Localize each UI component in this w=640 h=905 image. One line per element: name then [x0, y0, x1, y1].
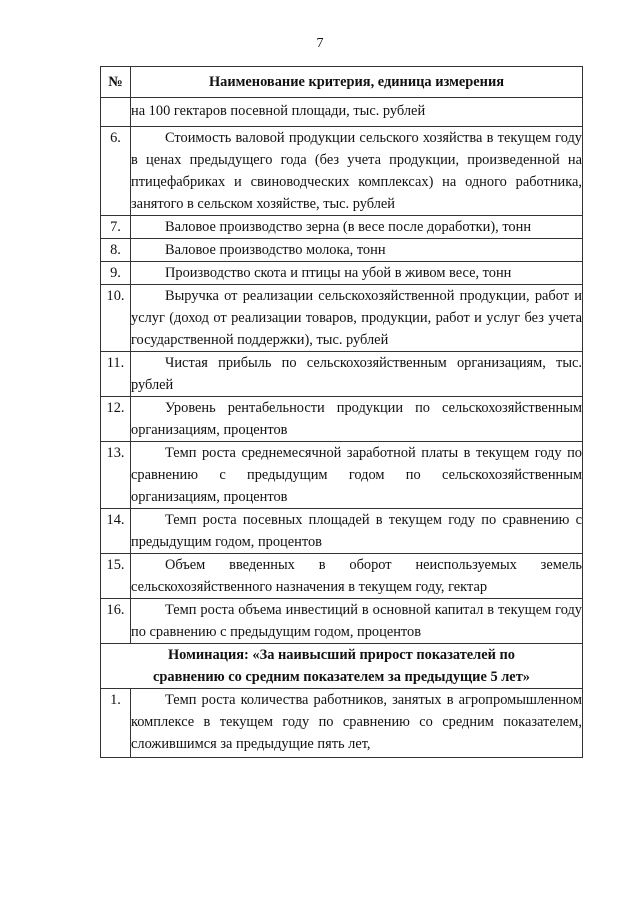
table-header-row: [101, 67, 583, 98]
table-row: [101, 442, 583, 509]
row-number: 15.: [101, 554, 131, 599]
table-row: [101, 509, 583, 554]
row-number: 16.: [101, 599, 131, 644]
row-criterion: Валовое производство молока, тонн: [131, 239, 583, 262]
row-number: 8.: [101, 239, 131, 262]
table-row: [101, 352, 583, 397]
row-criterion: Производство скота и птицы на убой в живом весе, тонн: [131, 262, 583, 285]
row-criterion: Чистая прибыль по сельскохозяйственным организациям, тыс. рублей: [131, 352, 583, 397]
row-number: 9.: [101, 262, 131, 285]
column-header-number: №: [101, 67, 131, 98]
section-row: [101, 644, 583, 689]
table-row: [101, 98, 583, 127]
table-row: [101, 554, 583, 599]
row-number: 10.: [101, 285, 131, 352]
row-criterion: на 100 гектаров посевной площади, тыс. рублей: [131, 98, 583, 127]
nomination-heading-line-1: Номинация: «За наивысший прирост показателей по: [167, 647, 516, 663]
row-criterion: Выручка от реализации сельскохозяйственной продукции, работ и услуг (доход от реализации товаров, продукции, работ и услуг без учета государственной поддержки), тыс. рублей: [131, 285, 583, 352]
row-criterion: Темп роста посевных площадей в текущем году по сравнению с предыдущим годом, процентов: [131, 509, 583, 554]
nomination-heading: [101, 644, 583, 689]
table-row: [101, 127, 583, 216]
nomination-heading-line-2: сравнению со средним показателем за предыдущие 5 лет»: [153, 669, 530, 685]
table-row: [101, 239, 583, 262]
table-row: [101, 262, 583, 285]
table-row: [101, 599, 583, 644]
column-header-criterion: Наименование критерия, единица измерения: [131, 67, 583, 98]
row-criterion: Валовое производство зерна (в весе после доработки), тонн: [131, 216, 583, 239]
table-row: [101, 285, 583, 352]
row-criterion: Объем введенных в оборот неиспользуемых земель сельскохозяйственного назначения в текущем году, гектар: [131, 554, 583, 599]
table-row: [101, 689, 583, 758]
row-number: 11.: [101, 352, 131, 397]
page-number: 7: [316, 36, 324, 51]
table-row: [101, 397, 583, 442]
row-number: 13.: [101, 442, 131, 509]
criteria-table: [100, 66, 583, 758]
row-number: 1.: [101, 689, 131, 758]
row-number: 7.: [101, 216, 131, 239]
row-criterion: Темп роста объема инвестиций в основной капитал в текущем году по сравнению с предыдущим годом, процентов: [131, 599, 583, 644]
row-criterion: Темп роста среднемесячной заработной платы в текущем году по сравнению с предыдущим годом по сельскохозяйственным организациям, процентов: [131, 442, 583, 509]
row-number: [101, 98, 131, 127]
row-criterion: Стоимость валовой продукции сельского хозяйства в текущем году в ценах предыдущего года (без учета продукции, произведенной на птицефабриках и свиноводческих комплексах) на одного работника, занятого в сельском хозяйстве, тыс. рублей: [131, 127, 583, 216]
row-number: 14.: [101, 509, 131, 554]
row-criterion: Темп роста количества работников, занятых в агропромышленном комплексе в текущем году по сравнению со средним показателем, сложившимся за предыдущие пять лет,: [131, 689, 583, 758]
row-criterion: Уровень рентабельности продукции по сельскохозяйственным организациям, процентов: [131, 397, 583, 442]
row-number: 6.: [101, 127, 131, 216]
row-number: 12.: [101, 397, 131, 442]
table-row: [101, 216, 583, 239]
